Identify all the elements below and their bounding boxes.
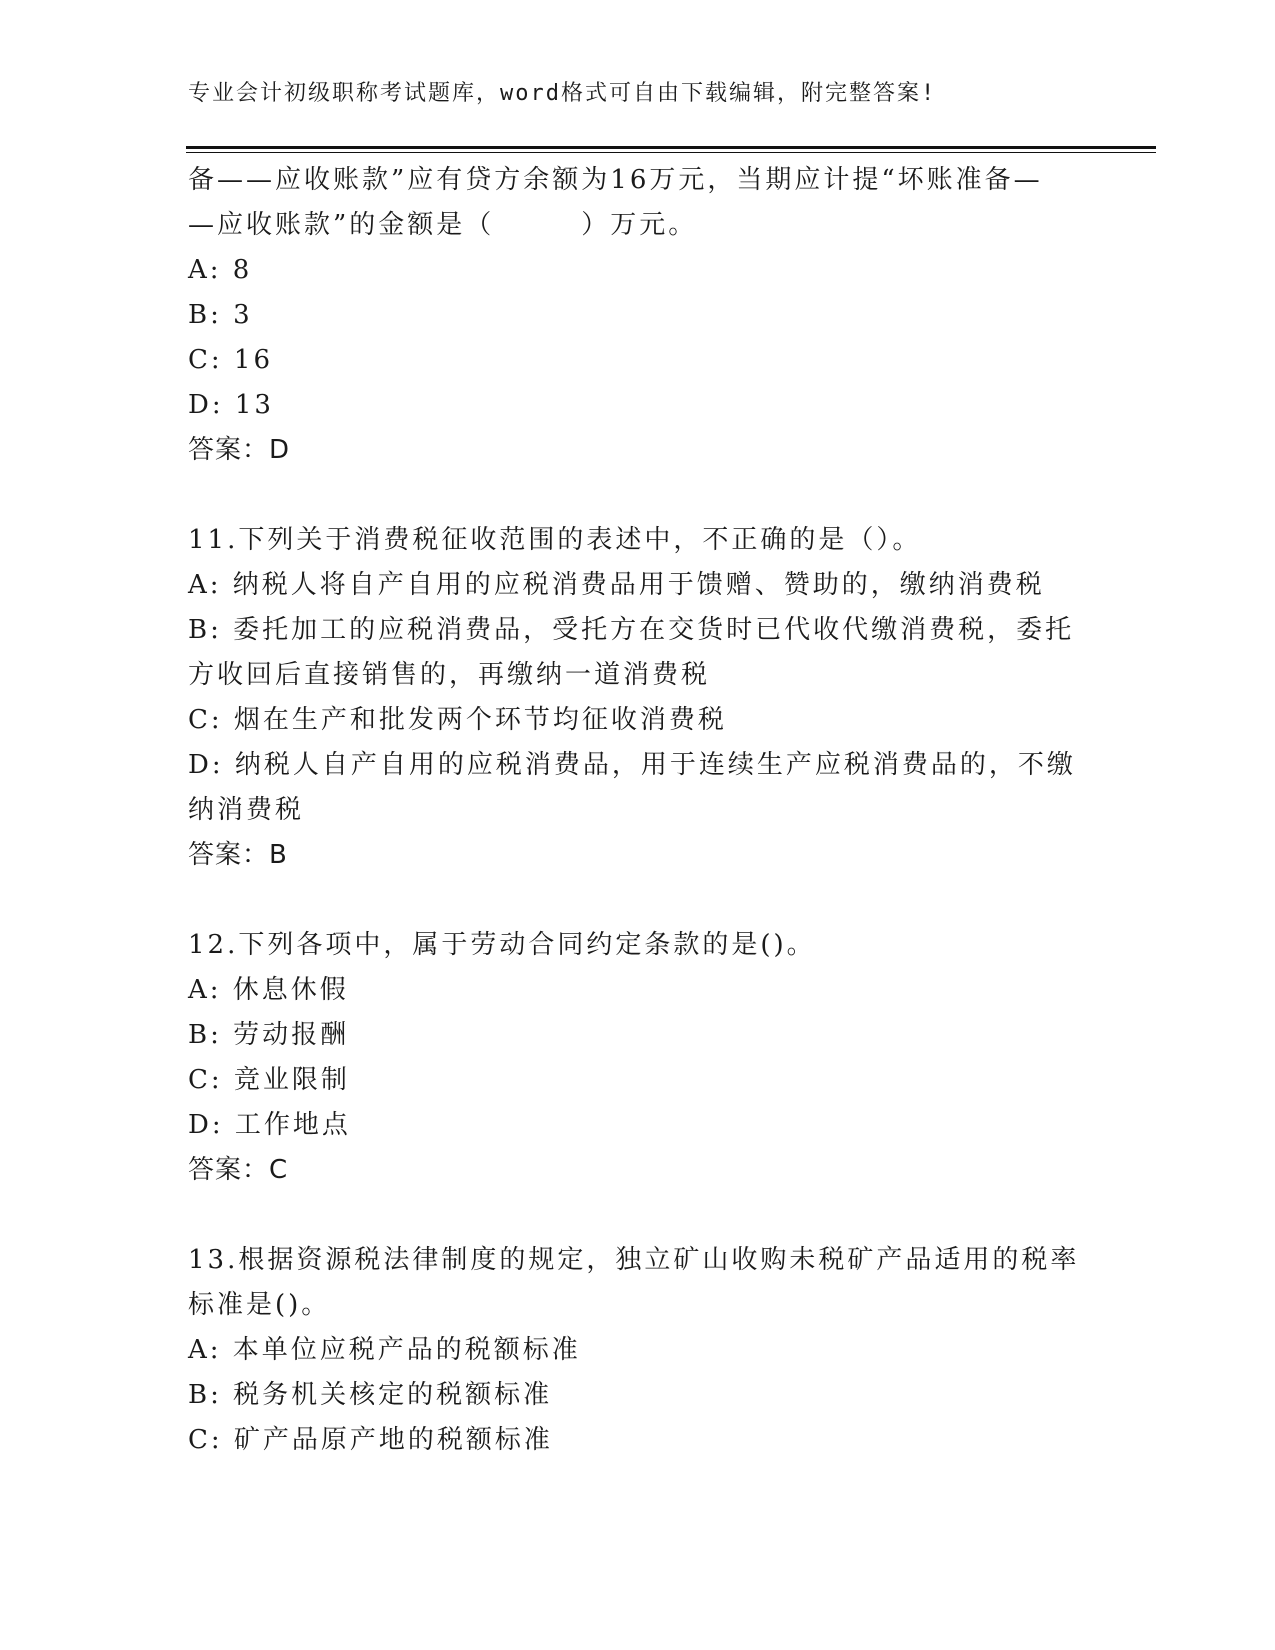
option-b: B: 委托加工的应税消费品，受托方在交货时已代收代缴消费税，委托 [188, 615, 1075, 645]
question-10-continued [188, 158, 1088, 473]
question-11 [188, 518, 1088, 878]
header-rule [186, 146, 1156, 149]
option-d-continued: 纳消费税 [188, 795, 305, 825]
question-13 [188, 1238, 1088, 1463]
option-b: B: 3 [188, 300, 253, 330]
option-c: C: 竞业限制 [188, 1065, 350, 1095]
option-c: C: 烟在生产和批发两个环节均征收消费税 [188, 705, 727, 735]
option-d: D: 工作地点 [188, 1110, 351, 1140]
option-d: D: 13 [188, 390, 274, 420]
question-stem-line: 13.根据资源税法律制度的规定，独立矿山收购未税矿产品适用的税率 [188, 1245, 1080, 1275]
question-stem-line: —应收账款”的金额是（ ）万元。 [188, 210, 698, 240]
spacer [188, 473, 1088, 518]
question-stem-line: 11.下列关于消费税征收范围的表述中，不正确的是（）。 [188, 525, 922, 555]
option-a: A: 本单位应税产品的税额标准 [188, 1335, 581, 1365]
option-b: B: 劳动报酬 [188, 1020, 350, 1050]
question-stem-line: 12.下列各项中，属于劳动合同约定条款的是()。 [188, 930, 816, 960]
spacer [188, 878, 1088, 923]
option-c: C: 矿产品原产地的税额标准 [188, 1425, 553, 1455]
answer-line: 答案：C [188, 1155, 289, 1185]
page-header: 专业会计初级职称考试题库，word格式可自由下载编辑，附完整答案! [188, 81, 937, 106]
spacer [188, 1193, 1088, 1238]
header-rule-thin [186, 152, 1156, 153]
answer-line: 答案：B [188, 840, 288, 870]
option-d: D: 纳税人自产自用的应税消费品，用于连续生产应税消费品的，不缴 [188, 750, 1076, 780]
document-body [188, 158, 1088, 1463]
option-b-continued: 方收回后直接销售的，再缴纳一道消费税 [188, 660, 711, 690]
question-stem-line: 标准是()。 [188, 1290, 331, 1320]
option-c: C: 16 [188, 345, 274, 375]
answer-line: 答案：D [188, 435, 291, 465]
question-stem-line: 备——应收账款”应有贷方余额为16万元，当期应计提“坏账准备— [188, 165, 1043, 195]
option-a: A: 8 [188, 255, 253, 285]
question-12 [188, 923, 1088, 1193]
option-b: B: 税务机关核定的税额标准 [188, 1380, 553, 1410]
option-a: A: 纳税人将自产自用的应税消费品用于馈赠、赞助的，缴纳消费税 [188, 570, 1045, 600]
option-a: A: 休息休假 [188, 975, 349, 1005]
